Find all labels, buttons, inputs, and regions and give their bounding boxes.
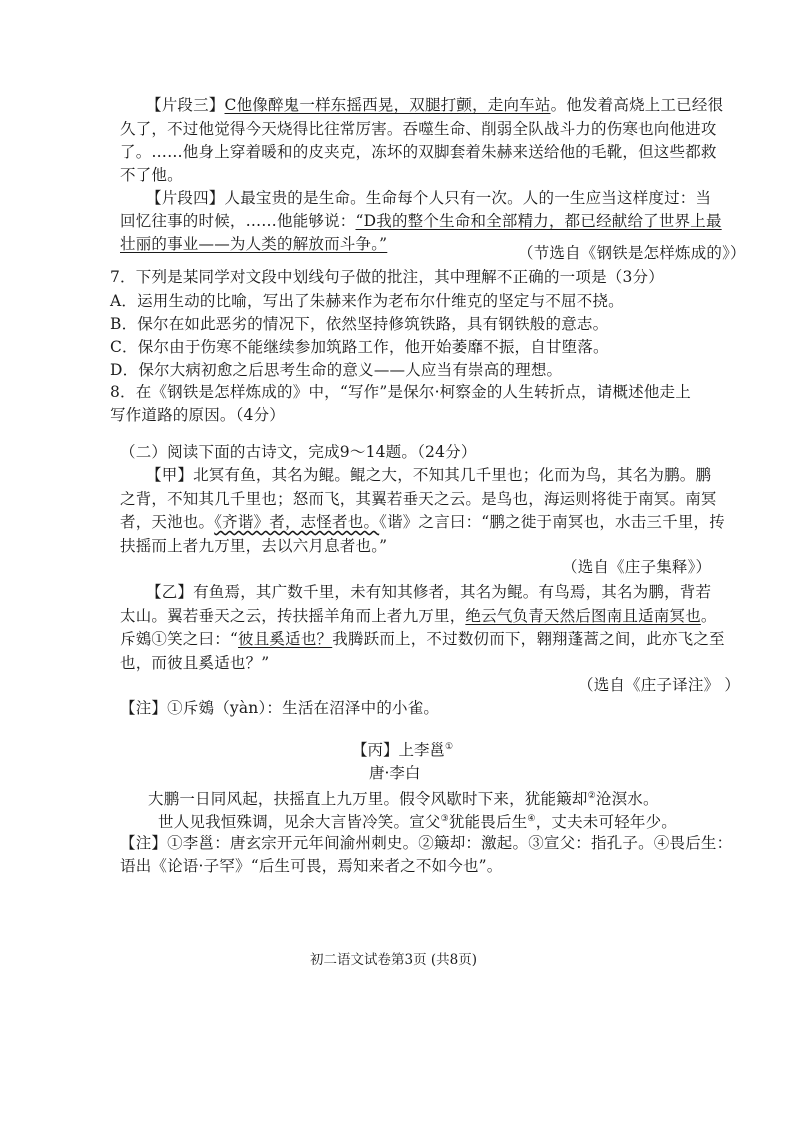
fragment-source: （节选自《钢铁是怎样炼成的》） [518,244,746,262]
poem-line2-note-mark-4: ④ [527,814,536,824]
jia-line4: 扶摇而上者九万里，去以六月息者也。” [120,537,388,555]
underlined-sentence-yi: 绝云气负青天然后图南且适南冥也 [465,607,701,625]
poem-line1-note-mark: ② [587,791,596,801]
fragment3-line1-rest: 。他发着高烧上工已经很 [550,96,724,114]
fragment3-line2: 久了，不过他觉得今天烧得比往常厉害。吞噬生命、削弱全队战斗力的伤寒也向他进攻 [120,120,717,138]
question8-line1: 8．在《钢铁是怎样炼成的》中，“写作”是保尔·柯察金的人生转折点，请概述他走上 [110,383,691,401]
yi-line4: 也，而彼且奚适也？” [120,654,270,672]
poem-author: 唐·李白 [369,764,421,782]
fragment3-line1 [146,94,723,117]
yi-line2-end: 。 [700,607,717,625]
poem-line1-text: 大鹏一日同风起，扶摇直上九万里。假令风歇时下来，犹能簸却 [148,790,588,809]
fragment3-line4: 不了他。 [120,166,183,184]
section2-heading: （二）阅读下面的古诗文，完成9～14题。（24分） [120,443,477,461]
page-footer: 初二语文试卷第3页 (共8页) [310,952,478,968]
jia-line3-lead: 者，天池也。 [120,513,215,531]
jia-line2: 之背，不知其几千里也；怒而飞，其翼若垂天之云。是鸟也，海运则将徙于南冥。南冥 [120,490,717,508]
fragment4-line1: 【片段四】人最宝贵的是生命。生命每个人只有一次。人的一生应当这样度过：当 [146,189,712,207]
poem-line2-text: 世人见我恒殊调，见余大言皆冷笑。宣父 [158,813,441,832]
question8-line2: 写作道路的原因。（4分） [110,406,286,424]
question7-option-d: D．保尔大病初愈之后思考生命的意义——人应当有崇高的理想。 [110,361,563,379]
fragment4-line2-lead: 回忆往事的时候，……他能够说： [120,212,356,230]
underlined-sentence-d: “D我的整个生命和全部精力，都已经献给了世界上最 [355,212,722,230]
yi-line1: 【乙】有鱼焉，其广数千里，未有知其修者，其名为鲲。有鸟焉，其名为鹏，背若 [146,583,712,601]
poem-line2-mid: 犹能畏后生 [448,813,528,832]
question7-stem: 7．下列是某同学对文段中划线句子做的批注，其中理解不正确的一项是（3分） [110,268,664,286]
question7-option-a: A．运用生动的比喻，写出了朱赫来作为老布尔什维克的坚定与不屈不挠。 [110,292,624,310]
jia-line1: 【甲】北冥有鱼，其名为鲲。鲲之大，不知其几千里也；化而为鸟，其名为鹏。鹏 [146,466,712,484]
wavy-underlined-sentence: 《齐谐》者，志怪者也。 [214,513,380,531]
poem-line2-note-mark-3: ③ [440,814,449,824]
jia-line3-rest: 《谐》之言曰：“鹏之徙于南冥也，水击三千里，抟 [379,513,725,531]
yi-line2 [120,605,717,628]
yi-line3-rest: 我腾跃而上，不过数仞而下，翱翔蓬蒿之间，此亦飞之至 [332,630,725,648]
yi-line3-lead: 斥鴳①笑之曰：“ [120,630,239,648]
poem-line2-end: ，丈夫未可轻年少。 [535,813,677,832]
fragment4-line2 [120,210,722,233]
poem-note-line1: 【注】①李邕：唐玄宗开元年间渝州刺史。②簸却：激起。③宣父：指孔子。④畏后生： [120,834,733,852]
underlined-question: 彼且奚适也？ [238,630,333,648]
fragment3-line3: 了。……他身上穿着暖和的皮夹克，冻坏的双脚套着朱赫来送给他的毛靴，但这些都救 [120,143,717,161]
poem-line2 [158,808,677,834]
question7-option-b: B．保尔在如此恶劣的情况下，依然坚持修筑铁路，具有钢铁般的意志。 [110,315,609,333]
yi-source: （选自《庄子译注》 ） [578,676,741,694]
poem-title [352,738,453,760]
question7-option-c: C．保尔由于伤寒不能继续参加筑路工作，他开始萎靡不振，自甘堕落。 [110,338,609,356]
poem-title-text: 【丙】上李邕 [352,741,446,759]
fragment3-label: 【片段三】 [146,96,225,114]
poem-note-line2: 语出《论语·子罕》“后生可畏，焉知来者之不如今也”。 [120,857,503,875]
fragment4-line3: 壮丽的事业——为人类的解放而斗争。” [120,235,388,253]
underlined-sentence-c: C他像醉鬼一样东摇西晃，双腿打颤，走向车站 [224,96,551,114]
jia-line3 [120,511,725,534]
poem-line1-end: 沧溟水。 [595,790,659,809]
poem-title-note-mark: ① [445,741,454,752]
jia-source: （选自《庄子集释》） [562,558,712,576]
yi-note: 【注】①斥鴳（yàn）：生活在沼泽中的小雀。 [120,699,440,717]
yi-line3 [120,628,725,651]
yi-line2-lead: 太山。翼若垂天之云，抟扶摇羊角而上者九万里， [120,607,466,625]
